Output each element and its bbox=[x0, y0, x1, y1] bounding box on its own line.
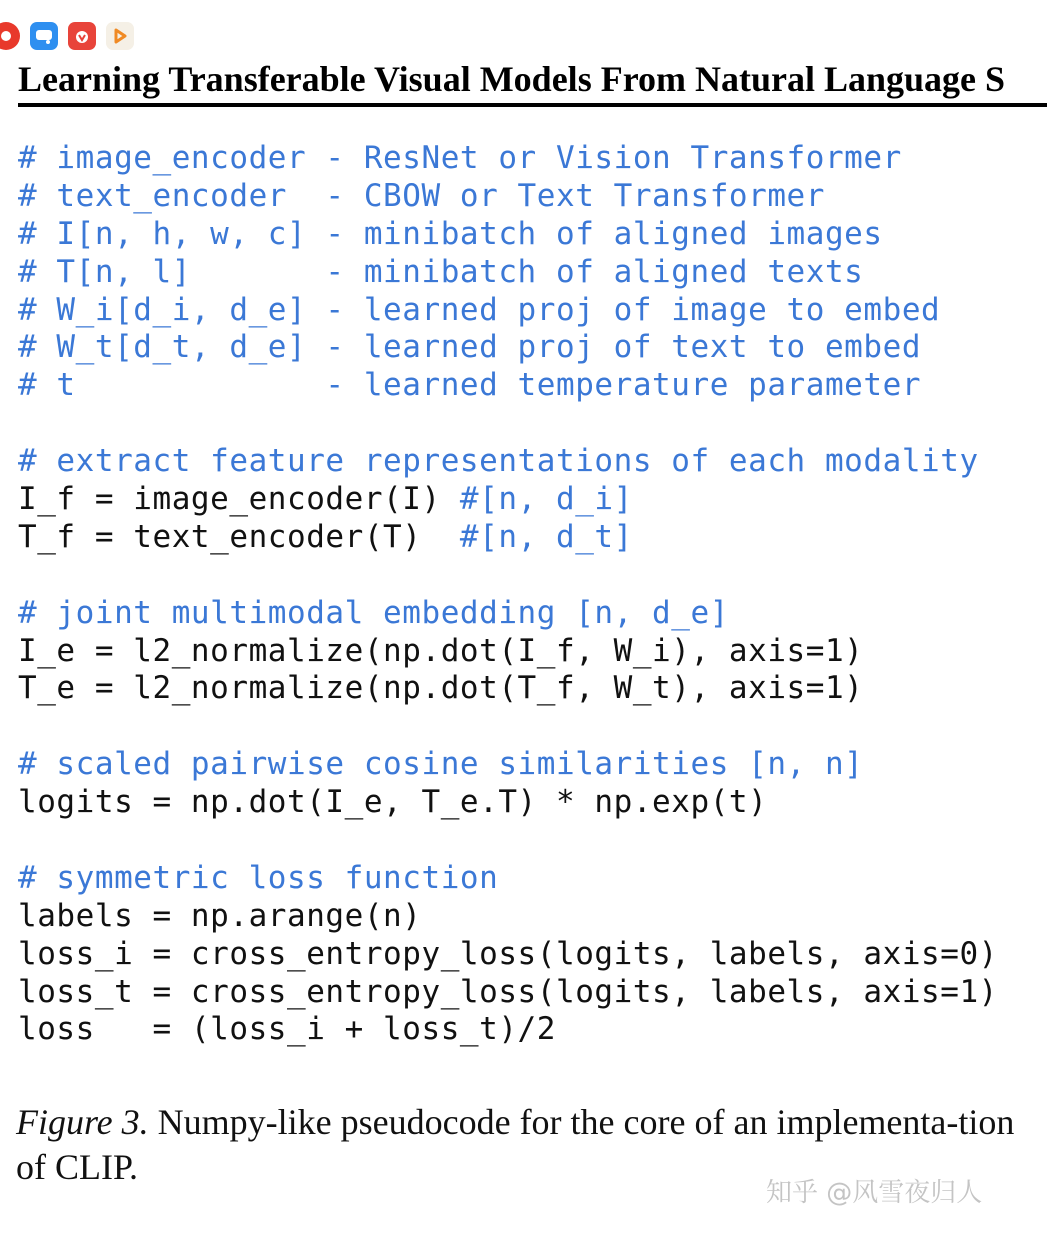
code-line bbox=[18, 443, 998, 481]
code-line bbox=[18, 1011, 998, 1049]
chat-bubble-icon[interactable] bbox=[30, 22, 58, 50]
app-icon-strip bbox=[0, 21, 134, 51]
code-line bbox=[18, 254, 998, 292]
blank-line bbox=[18, 405, 998, 443]
code-comment: # text_encoder - CBOW or Text Transformer bbox=[18, 177, 825, 214]
header-divider bbox=[18, 103, 1047, 107]
code-comment: # extract feature representations of each modality bbox=[18, 443, 979, 480]
code-comment: # image_encoder - ResNet or Vision Transformer bbox=[18, 140, 902, 176]
code-statement: loss = (loss_i + loss_t)/2 bbox=[18, 1011, 556, 1048]
code-comment: # t - learned temperature parameter bbox=[18, 367, 922, 404]
code-line bbox=[18, 329, 998, 367]
code-line bbox=[18, 595, 998, 633]
code-comment: # T[n, l] - minibatch of aligned texts bbox=[18, 253, 864, 290]
code-line bbox=[18, 670, 998, 708]
code-comment: # joint multimodal embedding [n, d_e] bbox=[18, 594, 729, 631]
paper-title-header: Learning Transferable Visual Models From Natural Language S bbox=[18, 59, 1006, 99]
code-statement: labels = np.arange(n) bbox=[18, 897, 422, 934]
code-statement: loss_t = cross_entropy_loss(logits, labels, axis=1) bbox=[18, 973, 998, 1010]
code-line bbox=[18, 178, 998, 216]
code-line bbox=[18, 367, 998, 405]
code-statement: loss_i = cross_entropy_loss(logits, labels, axis=0) bbox=[18, 935, 998, 972]
code-comment: # W_i[d_i, d_e] - learned proj of image to embed bbox=[18, 291, 941, 328]
code-comment: # W_t[d_t, d_e] - learned proj of text to embed bbox=[18, 329, 922, 366]
code-comment: # scaled pairwise cosine similarities [n, n] bbox=[18, 746, 864, 783]
code-line bbox=[18, 898, 998, 936]
code-statement: T_e = l2_normalize(np.dot(T_f, W_t), axis=1) bbox=[18, 670, 864, 707]
blank-line bbox=[18, 557, 998, 595]
code-line bbox=[18, 936, 998, 974]
code-comment: # I[n, h, w, c] - minibatch of aligned images bbox=[18, 215, 883, 252]
app-icon-red[interactable] bbox=[0, 22, 20, 50]
code-line bbox=[18, 860, 998, 898]
code-statement: I_e = l2_normalize(np.dot(I_f, W_i), axis=1) bbox=[18, 632, 864, 669]
watermark: 知乎 @风雪夜归人 bbox=[766, 1178, 983, 1208]
figure-label: Figure 3. bbox=[16, 1102, 149, 1142]
code-line bbox=[18, 519, 998, 557]
code-line bbox=[18, 292, 998, 330]
code-line bbox=[18, 974, 998, 1012]
app-icon-v[interactable] bbox=[68, 22, 96, 50]
code-line bbox=[18, 784, 998, 822]
code-statement: logits = np.dot(I_e, T_e.T) * np.exp(t) bbox=[18, 784, 768, 821]
code-statement: I_f = image_encoder(I) bbox=[18, 481, 460, 518]
code-line bbox=[18, 216, 998, 254]
code-line bbox=[18, 746, 998, 784]
code-comment: #[n, d_i] bbox=[459, 481, 633, 518]
code-line bbox=[18, 481, 998, 519]
pseudocode-block bbox=[18, 140, 998, 1049]
blank-line bbox=[18, 708, 998, 746]
play-icon[interactable] bbox=[106, 22, 134, 50]
code-comment: # symmetric loss function bbox=[18, 859, 499, 896]
code-line bbox=[18, 140, 998, 178]
code-statement: T_f = text_encoder(T) bbox=[18, 518, 460, 555]
blank-line bbox=[18, 822, 998, 860]
code-line bbox=[18, 633, 998, 671]
code-comment: #[n, d_t] bbox=[459, 518, 633, 555]
caption-text: Numpy-like pseudocode for the core of an implementa-tion of CLIP. bbox=[16, 1102, 1015, 1187]
